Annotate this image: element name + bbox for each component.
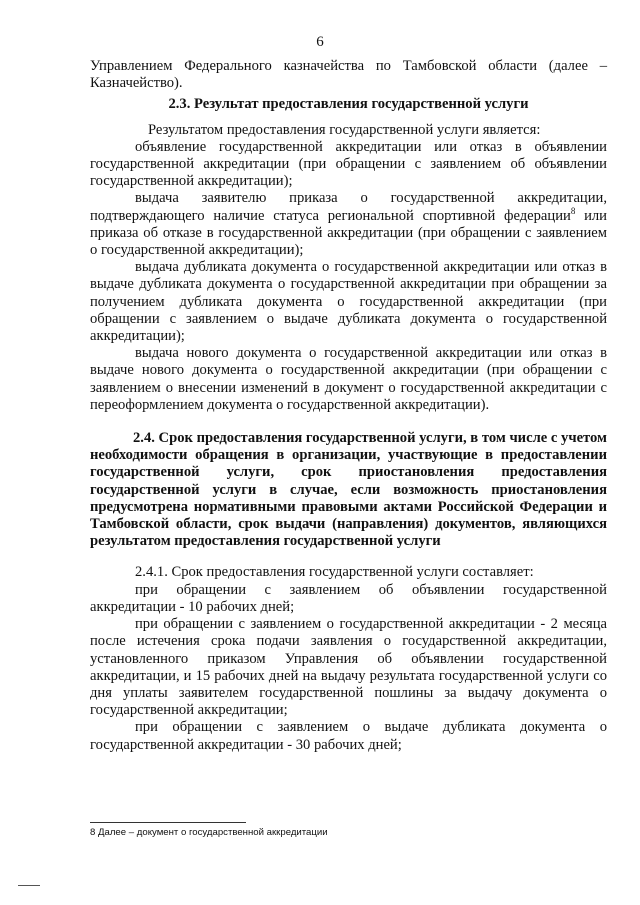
paragraph-result-duplicate: выдача дубликата документа о государственной аккредитации или отказ в выдаче дубликата документа о государственной аккредитации при обращении за получением дубликата документа о государственной аккредитации (при обращении с заявлением о выдаче дубликата документа о государственной аккредитации); — [90, 259, 607, 345]
paragraph-result-order-text-b: или приказа об отказе в государственной аккредитации (при обращении с заявлением о государственной аккредитации); — [90, 207, 607, 259]
paragraph-term-intro: 2.4.1. Срок предоставления государственной услуги составляет: — [135, 564, 534, 581]
paragraph-term-accreditation: при обращении с заявлением о государственной аккредитации - 2 месяца после истечения срока подачи заявления о государственной аккредитации, установленного приказом Управления об объявлении государственной аккредитации, и 15 рабочих дней на выдачу результата государственной услуги со дня уплаты заявителем государственной пошлины за выдачу документа о государственной аккредитации; — [90, 616, 607, 719]
paragraph-result-intro: Результатом предоставления государственной услуги является: — [148, 121, 541, 138]
page-number: 6 — [316, 34, 324, 50]
paragraph-term-announcement: при обращении с заявлением об объявлении государственной аккредитации - 10 рабочих дней; — [90, 581, 607, 615]
footnote-divider — [90, 822, 246, 823]
section-heading-2-3: 2.3. Результат предоставления государственной услуги — [168, 96, 529, 113]
page-content — [90, 58, 607, 754]
scan-edge-mark — [18, 885, 40, 886]
paragraph-term-duplicate: при обращении с заявлением о выдаче дубликата документа о государственной аккредитации - 30 рабочих дней; — [90, 719, 607, 753]
paragraph-result-order-text-a: выдача заявителю приказа о государственной аккредитации, подтверждающего наличие статуса региональной спортивной федерации — [90, 190, 607, 224]
paragraph-continuation: Управлением Федерального казначейства по Тамбовской области (далее – Казначейство). — [90, 58, 607, 92]
paragraph-result-announcement: объявление государственной аккредитации или отказ в объявлении государственной аккредитации (при обращении с заявлением об объявлении государственной аккредитации); — [90, 138, 607, 190]
paragraph-result-new-document: выдача нового документа о государственной аккредитации или отказ в выдаче нового документа о государственной аккредитации (при обращении с заявлением о внесении изменений в документ о государственной аккредитации с переоформлением документа о государственной аккредитации). — [90, 345, 607, 413]
footnote-text: 8 Далее – документ о государственной аккредитации — [90, 827, 328, 838]
section-heading-2-4: 2.4. Срок предоставления государственной услуги, в том числе с учетом необходимости обращения в организации, участвующие в предоставлении государственной услуги, срок приостановления предоставления государственной услуги в случае, если возможность приостановления предусмотрена нормативными правовыми актами Российской Федерации и Тамбовской области, срок выдачи (направления) документов, являющихся результатом предоставления государственной услуги — [90, 430, 607, 550]
footnote-reference: 8 — [570, 205, 576, 216]
paragraph-result-order — [90, 190, 607, 259]
